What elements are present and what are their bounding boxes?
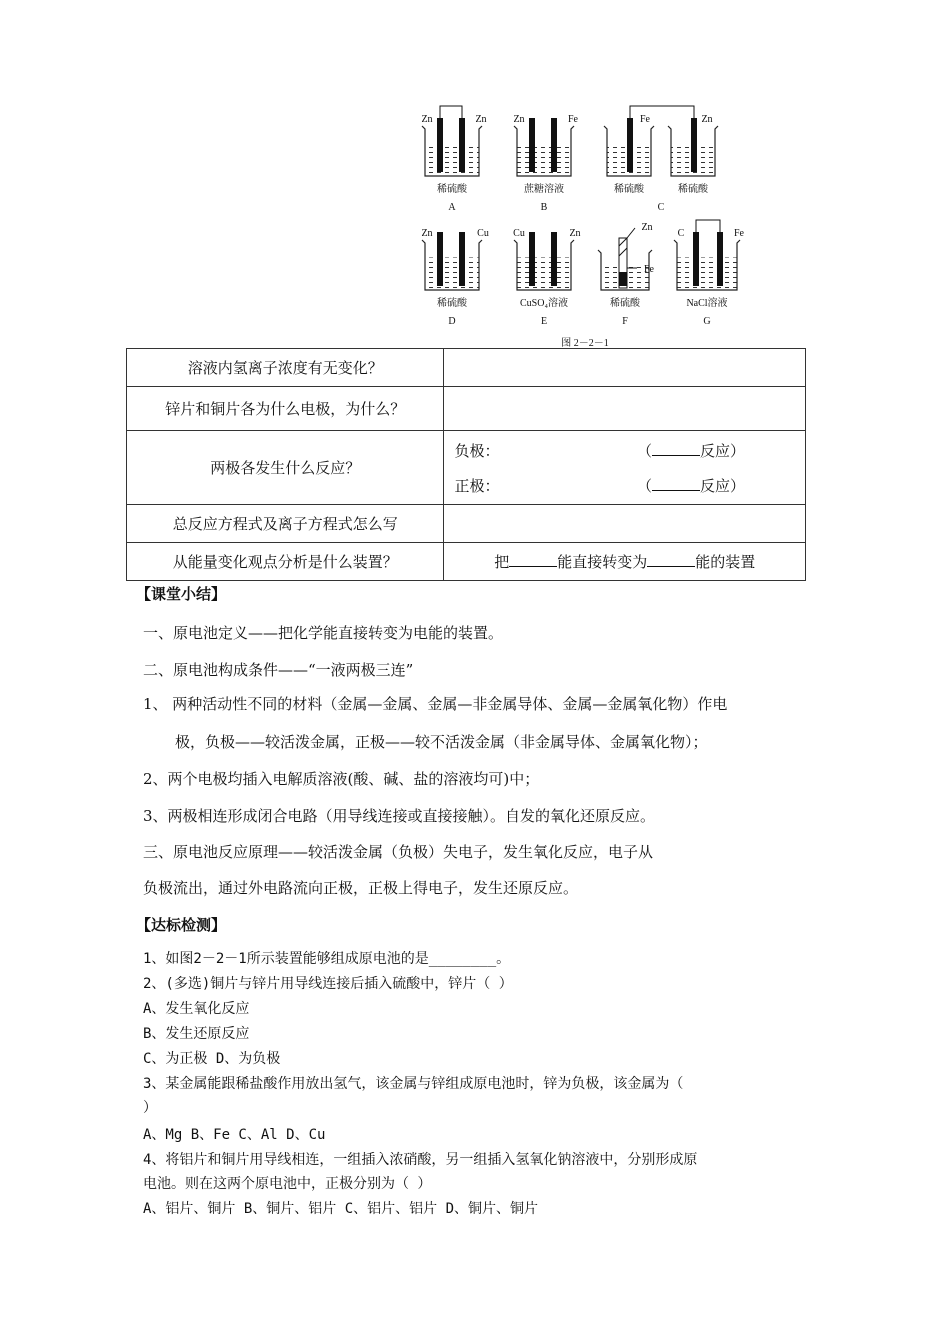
test-line: C、为正极 D、为负极 <box>143 1051 281 1067</box>
answer-cell[interactable]: 负极： （ 反应） 正极： （ 反应） <box>444 431 806 505</box>
cell-letter: F <box>622 316 628 327</box>
test-line: 3、某金属能跟稀盐酸作用放出氢气，该金属与锌组成原电池时，锌为负极，该金属为（ <box>143 1076 684 1092</box>
electrode <box>529 118 535 172</box>
electrode-label: Zn <box>475 114 487 125</box>
electrode-label: Fe <box>640 114 650 125</box>
figure-caption: 图 2－2－1 <box>561 338 609 349</box>
answer-cell[interactable] <box>444 505 806 543</box>
cell-letter: D <box>448 316 456 327</box>
question-cell: 锌片和铜片各为什么电极，为什么？ <box>127 387 444 431</box>
question-table <box>126 348 806 581</box>
pointer-line <box>627 228 635 238</box>
table-row <box>127 387 806 431</box>
test-line: 2、(多选)铜片与锌片用导线连接后插入硫酸中，锌片（ ） <box>143 976 513 992</box>
wire <box>440 106 462 118</box>
electrode-label: Zn <box>569 228 581 239</box>
negative-label: 负极： <box>454 441 500 460</box>
blank[interactable] <box>652 476 700 491</box>
test-line: A、Mg B、Fe C、Al D、Cu <box>143 1127 326 1143</box>
summary-title: 【课堂小结】 <box>136 585 227 603</box>
cell-letter: C <box>657 202 665 213</box>
question-cell: 从能量变化观点分析是什么装置？ <box>127 543 444 581</box>
blank[interactable] <box>652 441 700 456</box>
test-line: 1、如图2－2－1所示装置能够组成原电池的是________。 <box>143 951 511 967</box>
test-line: A、发生氧化反应 <box>143 1001 250 1017</box>
solution-label: 稀硫酸 <box>437 184 467 195</box>
electrode <box>551 232 557 286</box>
electrode-label: Zn <box>421 228 433 239</box>
electrode <box>627 118 633 172</box>
electrode <box>551 118 557 172</box>
question-cell: 两极各发生什么反应？ <box>127 431 444 505</box>
electrode <box>459 118 465 172</box>
wire <box>696 220 720 232</box>
test-title: 【达标检测】 <box>136 916 227 934</box>
solution-label: 稀硫酸 <box>610 298 640 309</box>
cell-letter: E <box>540 316 548 327</box>
electrode-label: Zn <box>513 114 525 125</box>
cell-letter: A <box>448 202 456 213</box>
answer-cell[interactable] <box>444 387 806 431</box>
figure-2-2-1 <box>413 100 758 350</box>
electrode-label: Fe <box>568 114 578 125</box>
electrode-label: Fe <box>734 228 744 239</box>
test-line: A、铝片、铜片 B、铜片、铝片 C、铝片、铝片 D、铜片、铜片 <box>143 1201 538 1217</box>
question-cell: 总反应方程式及离子方程式怎么写 <box>127 505 444 543</box>
electrode-label: Zn <box>701 114 713 125</box>
solution-liquid <box>425 258 479 291</box>
summary-line: 负极流出，通过外电路流向正极，正极上得电子，发生还原反应。 <box>143 879 579 897</box>
test-line: ） <box>143 1100 157 1116</box>
electrode <box>691 118 697 172</box>
positive-label: 正极： <box>454 476 500 495</box>
electrode-label: Cu <box>477 228 489 239</box>
electrode <box>437 232 443 286</box>
table-row <box>127 543 806 581</box>
electrode <box>459 232 465 286</box>
solution-liquid <box>677 258 737 291</box>
summary-line: 三、原电池反应原理——较活泼金属（负极）失电子，发生氧化反应，电子从 <box>143 843 654 861</box>
electrode <box>437 118 443 172</box>
electrode-label: Cu <box>513 228 525 239</box>
electrode-label: C <box>677 228 685 239</box>
test-line: B、发生还原反应 <box>143 1026 250 1042</box>
electrode-label: Zn <box>641 222 653 233</box>
solution-liquid <box>425 144 479 177</box>
solution-label: 稀硫酸 <box>678 184 708 195</box>
cell-letter: B <box>540 202 548 213</box>
table-row <box>127 431 806 505</box>
solution-label: 稀硫酸 <box>614 184 644 195</box>
electrode <box>529 232 535 286</box>
electrode-label: Fe <box>644 264 654 275</box>
solution-label: CuSO₄溶液 <box>520 298 568 309</box>
test-line: 电池。则在这两个原电池中，正极分别为（ ） <box>143 1176 432 1192</box>
cell-letter: G <box>703 316 711 327</box>
solution-liquid <box>517 144 571 177</box>
electrode <box>693 232 699 286</box>
summary-line: 2、两个电极均插入电解质溶液(酸、碱、盐的溶液均可)中； <box>143 770 540 788</box>
question-cell: 溶液内氢离子浓度有无变化？ <box>127 349 444 387</box>
table-row <box>127 349 806 387</box>
solution-label: NaCl溶液 <box>686 298 728 309</box>
electrode-label: Zn <box>421 114 433 125</box>
solution-label: 蔗糖溶液 <box>524 184 564 195</box>
summary-line: 1、 两种活动性不同的材料（金属—金属、金属—非金属导体、金属—金属氧化物）作电 <box>143 695 728 713</box>
electrode <box>619 272 627 286</box>
summary-line: 极，负极——较活泼金属，正极——较不活泼金属（非金属导体、金属氧化物）； <box>175 733 708 751</box>
test-line: 4、将铝片和铜片用导线相连，一组插入浓硝酸，另一组插入氢氧化钠溶液中，分别形成原 <box>143 1152 698 1168</box>
answer-cell[interactable]: 把 能直接转变为 能的装置 <box>444 543 806 581</box>
blank[interactable] <box>647 552 695 567</box>
solution-label: 稀硫酸 <box>437 298 467 309</box>
answer-cell[interactable] <box>444 349 806 387</box>
summary-line: 一、原电池定义——把化学能直接转变为电能的装置。 <box>143 624 504 642</box>
solution-liquid <box>517 258 571 291</box>
summary-line: 二、原电池构成条件——“一液两极三连” <box>143 661 414 679</box>
summary-line: 3、两极相连形成闭合电路（用导线连接或直接接触）。自发的氧化还原反应。 <box>143 807 656 825</box>
electrode <box>717 232 723 286</box>
table-row <box>127 505 806 543</box>
blank[interactable] <box>509 552 557 567</box>
